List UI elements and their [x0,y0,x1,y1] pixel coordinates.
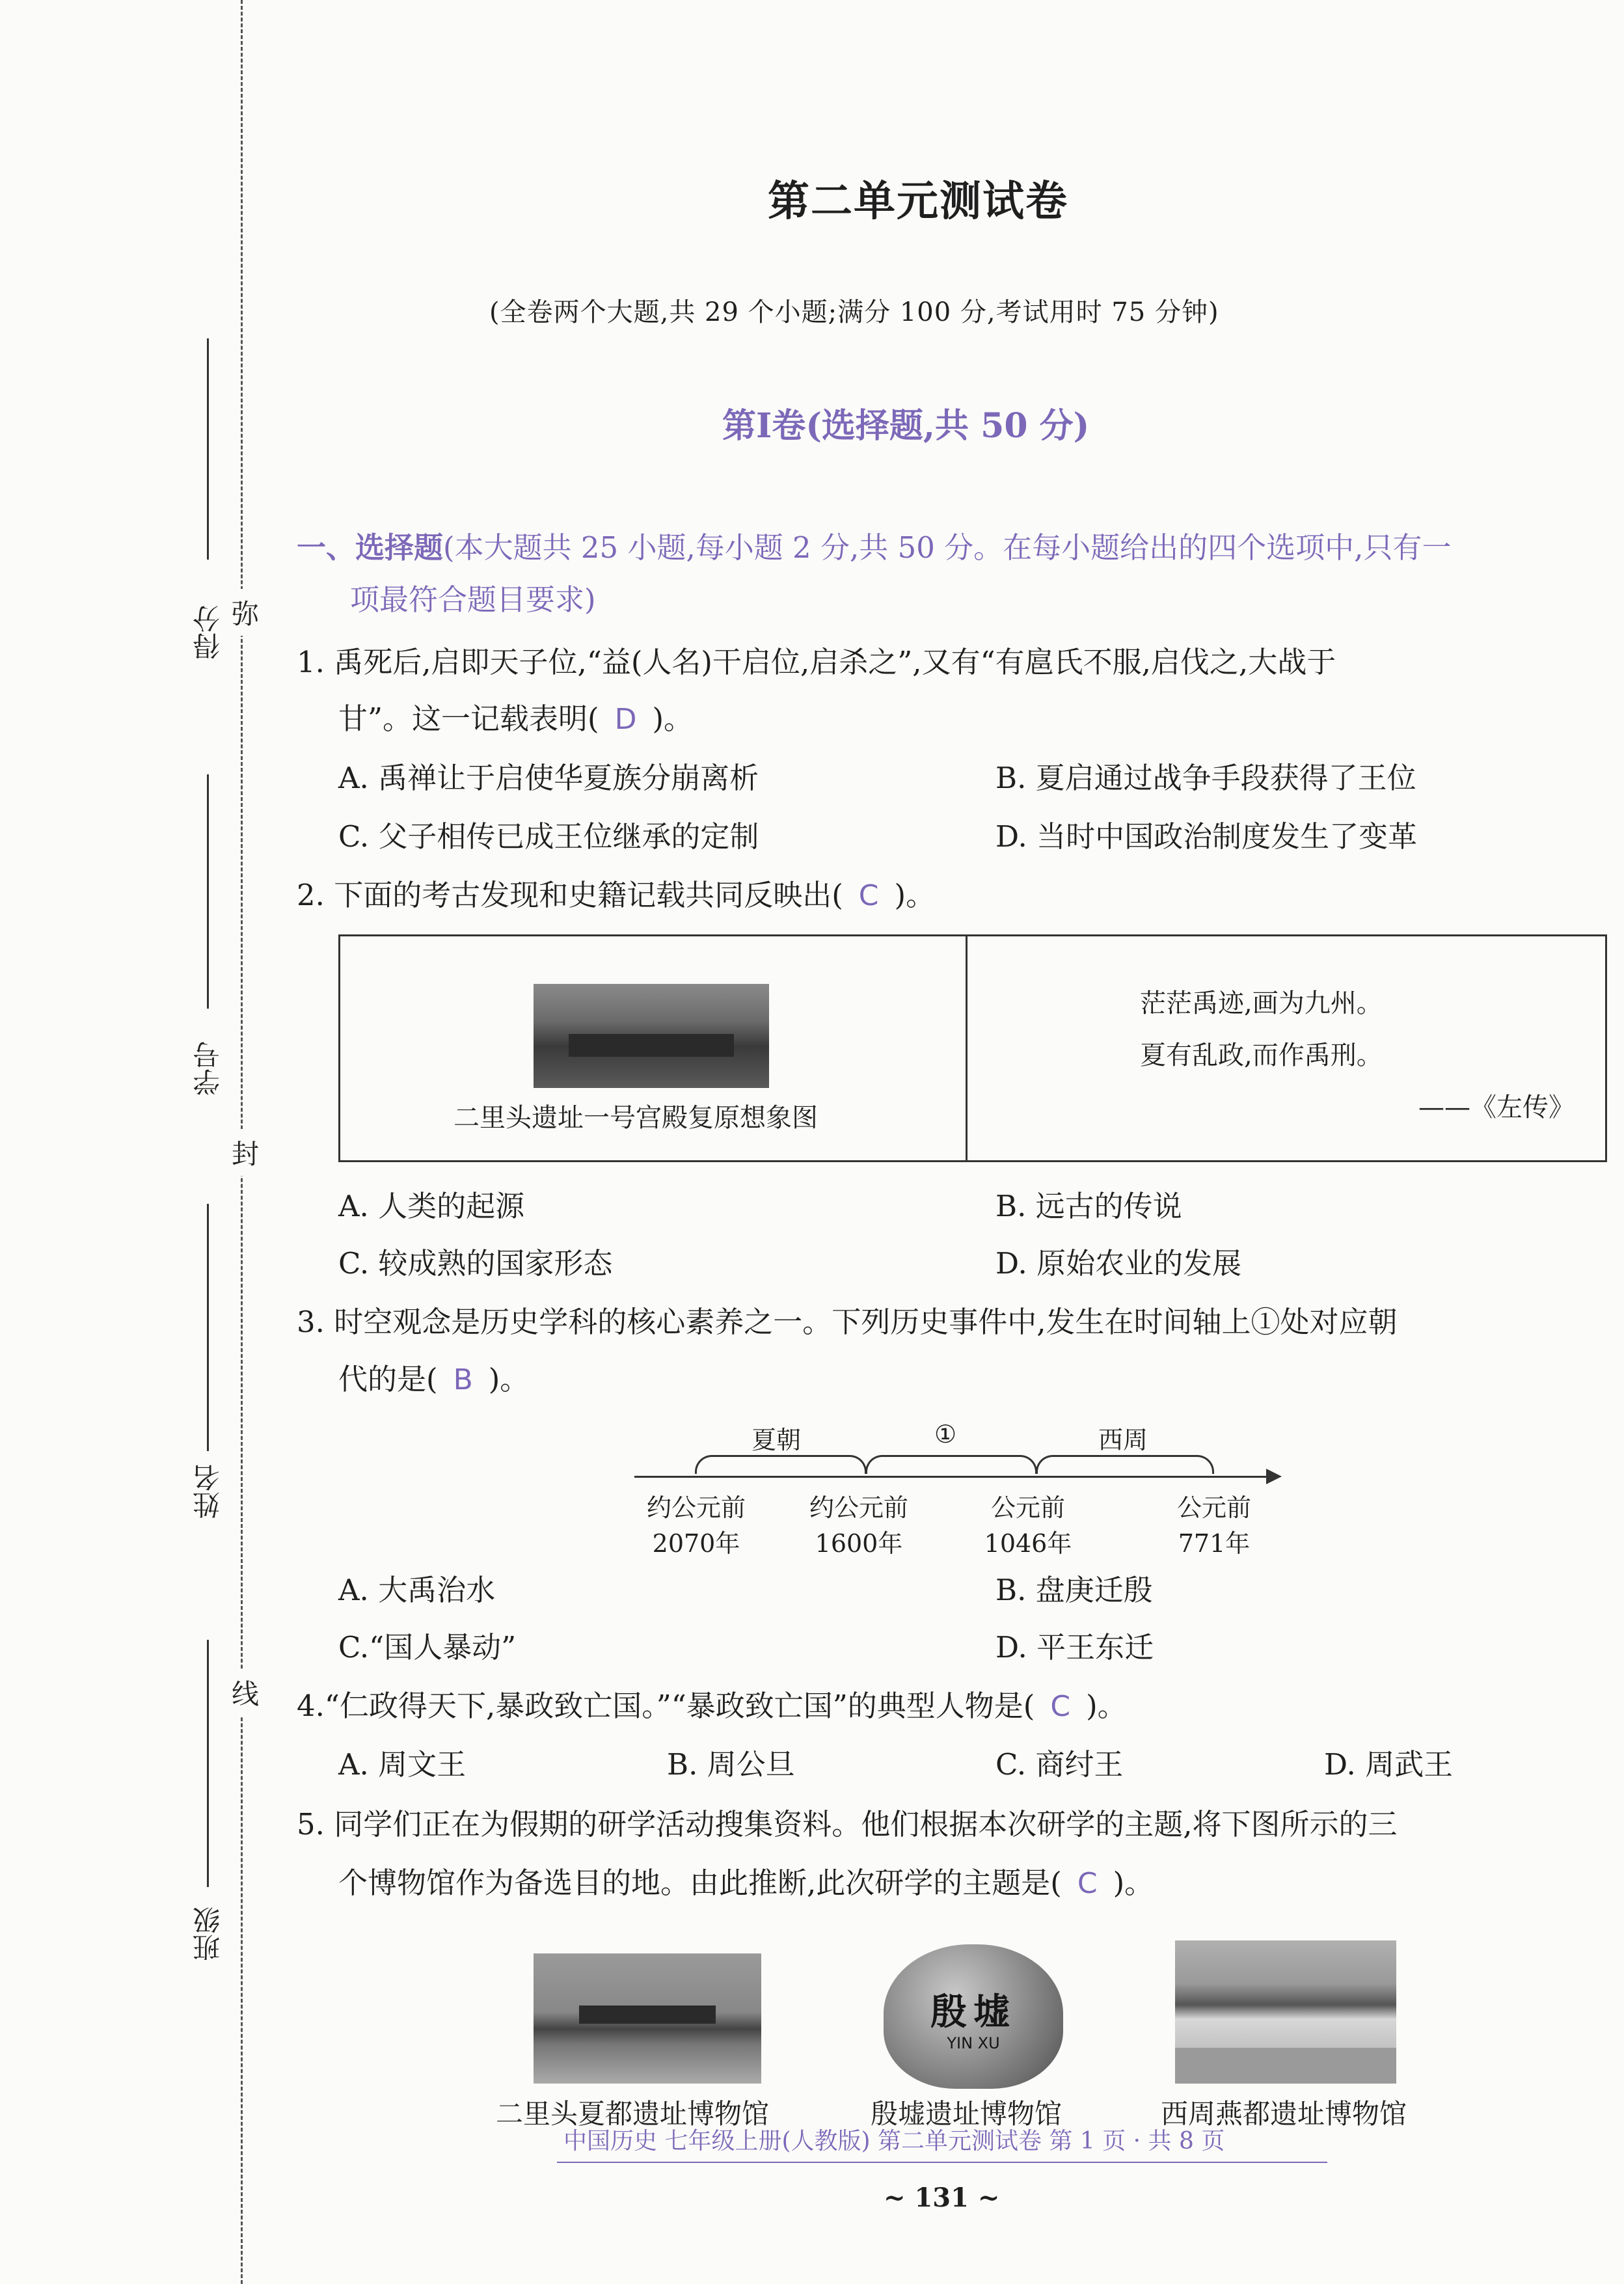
score-label: 得分 [192,605,224,660]
q5-caption-2: 殷墟遗址博物馆 [871,2098,1062,2130]
xizhou-yandu-museum-image [1175,1940,1396,2084]
q2-figure-caption: 二里头遗址一号宫殿复原想象图 [453,1103,818,1133]
q3-option-c: C.“国人暴动” [338,1630,517,1665]
q5-caption-3: 西周燕都遗址博物馆 [1161,2098,1407,2130]
q2-figure-divider [966,934,968,1162]
section-title: 第Ⅰ卷(选择题,共 50 分) [722,406,1090,446]
q3-stem-1: 3. 时空观念是历史学科的核心素养之一。下列历史事件中,发生在时间轴上①处对应朝 [297,1305,1398,1339]
q3-stem-2 [338,1360,529,1400]
q5-caption-1: 二里头夏都遗址博物馆 [496,2098,770,2130]
q1-answer: D [614,703,637,736]
footer-text: 中国历史 七年级上册(人教版) 第二单元测试卷 第 1 页 · 共 8 页 [563,2128,1225,2155]
timeline-tick-1-line1: 约公元前 [646,1493,746,1522]
q4-stem-post: )。 [1086,1689,1127,1723]
q2-stem-pre: 2. 下面的考古发现和史籍记载共同反映出( [297,878,843,912]
timeline-tick-3-line2: 1046年 [984,1529,1072,1558]
q5-stem-1: 5. 同学们正在为假期的研学活动搜集资料。他们根据本次研学的主题,将下图所示的三 [297,1807,1398,1842]
xizhou-plaza [1175,2048,1396,2084]
q2-quote-2: 夏有乱政,而作禹刑。 [1140,1040,1383,1070]
q5-answer: C [1077,1867,1098,1900]
part1-instruction-2: 项最符合题目要求) [350,582,596,617]
seal-char-feng: 封 [232,1129,259,1176]
timeline-tick-2-line1: 约公元前 [809,1493,908,1522]
q3-stem-2-pre: 代的是( [338,1362,438,1396]
q1-stem-1: 1. 禹死后,启即天子位,“益(人名)干启位,启杀之”,又有“有扈氏不服,启伐之,大战于 [297,645,1336,679]
q2-quote-source: ——《左传》 [1418,1093,1575,1122]
timeline-tick-4-line2: 771年 [1178,1529,1251,1558]
student-id-label: 学号 [192,1041,224,1096]
q1-stem-2-post: )。 [652,701,694,736]
q4-answer: C [1050,1690,1071,1723]
part1-instruction-line1 [297,528,1451,567]
q1-stem-2-pre: 甘”。这一记载表明( [338,701,599,736]
timeline-tick-4 [1162,1488,1266,1559]
q2-stem-post: )。 [894,878,936,912]
q1-stem-2 [338,700,693,739]
erlitou-museum-image [534,1953,761,2084]
yinxu-stone-text: 殷墟 [930,1991,1016,2033]
name-rule [207,1204,209,1451]
q4-option-c: C. 商纣王 [995,1747,1124,1782]
student-id-rule [207,774,209,1009]
page-title: 第二单元测试卷 [768,177,1068,226]
q2-option-b: B. 远古的传说 [995,1189,1182,1223]
timeline-tick-2 [807,1488,911,1559]
q3-option-b: B. 盘庚迁殷 [995,1573,1153,1607]
timeline-tick-2-line2: 1600年 [815,1529,903,1558]
timeline-tick-4-line1: 公元前 [1176,1493,1251,1522]
timeline-tick-1 [644,1488,748,1559]
class-rule [207,1640,209,1887]
q3-answer: B [453,1363,473,1396]
timeline-brace-1 [865,1455,1037,1474]
q4-stem-pre: 4.“仁政得天下,暴政致亡国。”“暴政致亡国”的典型人物是( [297,1689,1035,1723]
part1-heading: 一、选择题 [297,530,444,565]
class-label: 班级 [192,1907,224,1961]
q1-option-c: C. 父子相传已成王位继承的定制 [338,819,759,854]
timeline-period-1: ① [934,1420,957,1448]
q1-option-a: A. 禹禅让于启使华夏族分崩离析 [338,761,759,795]
q5-stem-2-pre: 个博物馆作为备选目的地。由此推断,此次研学的主题是( [338,1866,1062,1900]
timeline-tick-3-line1: 公元前 [990,1493,1065,1522]
timeline-brace-xizhou [1036,1455,1214,1474]
q4-stem [297,1687,1127,1726]
erlitou-palace-image [534,984,769,1088]
exam-subtitle: (全卷两个大题,共 29 个小题;满分 100 分,考试用时 75 分钟) [489,297,1219,327]
erlitou-museum-building [579,2005,716,2024]
palace-silhouette [569,1034,733,1057]
score-rule [207,338,209,560]
q2-answer: C [858,879,879,912]
q2-option-c: C. 较成熟的国家形态 [338,1246,613,1281]
q4-option-b: B. 周公旦 [667,1747,795,1782]
timeline-period-xizhou: 西周 [1098,1426,1148,1454]
q3-option-a: A. 大禹治水 [338,1573,496,1607]
page-number: ~ 131 ~ [884,2182,1000,2213]
timeline-tick-3 [976,1488,1080,1559]
seal-char-mi: 弥 [232,589,259,636]
q5-stem-2-post: )。 [1113,1866,1154,1900]
q3-stem-2-post: )。 [488,1362,530,1396]
q4-option-d: D. 周武王 [1324,1747,1454,1782]
name-label: 姓名 [192,1464,224,1519]
yinxu-stone-image [884,1944,1063,2089]
timeline-period-xia: 夏朝 [751,1426,802,1454]
footer-underline [557,2162,1327,2163]
q2-stem [297,876,935,916]
timeline-brace-xia [695,1455,867,1474]
q3-option-d: D. 平王东迁 [995,1630,1154,1665]
q1-option-b: B. 夏启通过战争手段获得了王位 [995,761,1416,795]
q5-stem-2 [338,1864,1154,1903]
q2-quote-1: 茫茫禹迹,画为九州。 [1140,988,1383,1018]
q4-option-a: A. 周文王 [338,1747,467,1782]
q2-option-d: D. 原始农业的发展 [995,1246,1242,1281]
seal-char-xian: 线 [232,1669,259,1716]
timeline-arrow-icon [1266,1469,1282,1484]
yinxu-stone-pinyin: YIN XU [947,2034,1000,2052]
q2-option-a: A. 人类的起源 [338,1189,525,1223]
timeline-tick-1-line2: 2070年 [652,1529,740,1558]
timeline-axis [634,1476,1272,1478]
part1-instruction-1: (本大题共 25 小题,每小题 2 分,共 50 分。在每小题给出的四个选项中,只有一 [443,530,1452,565]
q1-option-d: D. 当时中国政治制度发生了变革 [995,819,1418,854]
